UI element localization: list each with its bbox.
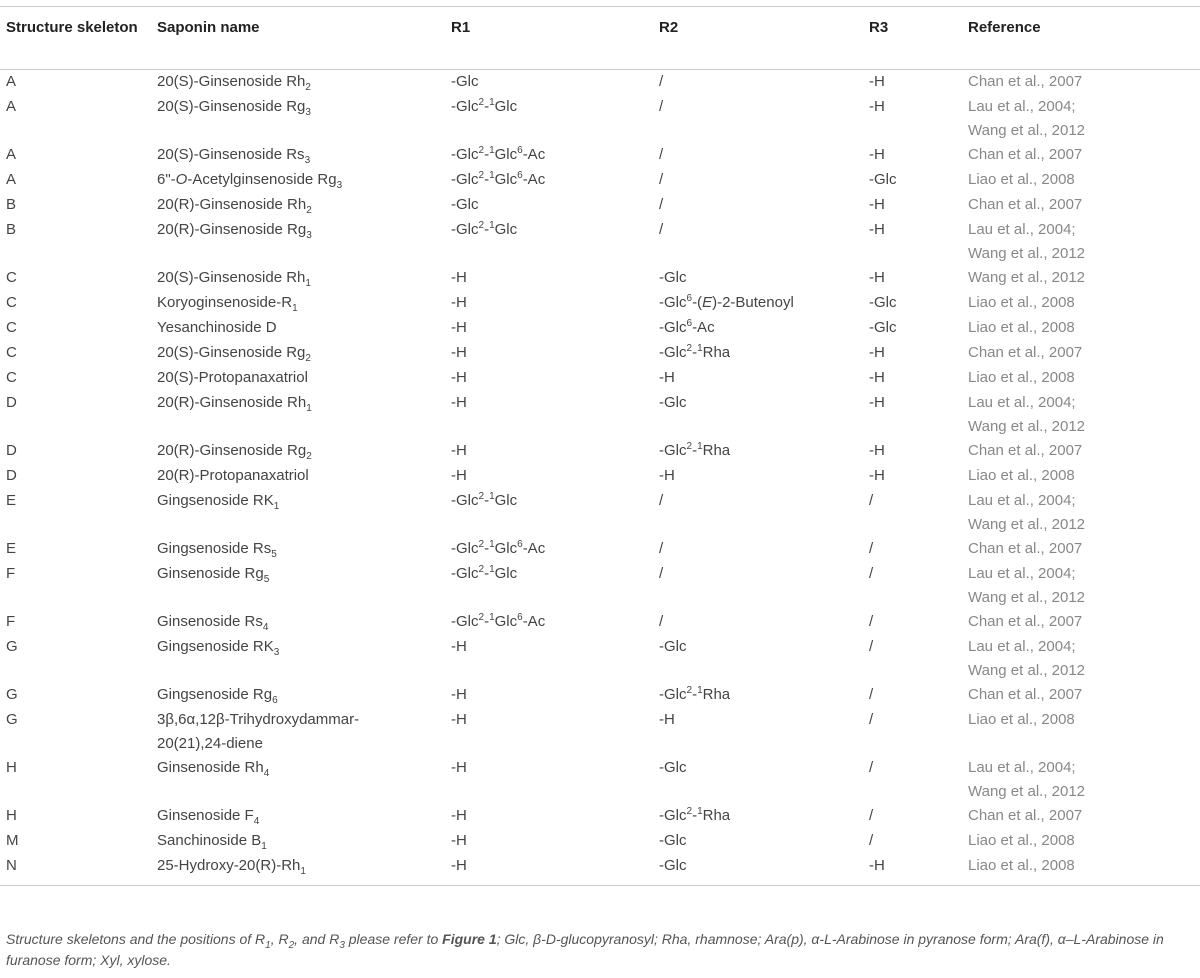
cell-saponin-name: 20(S)-Ginsenoside $Rs_3$ <box>157 146 311 166</box>
header-saponin-name: Saponin name <box>151 7 445 70</box>
cell-reference: Lau et al., 2004; Wang et al., 2012 <box>968 98 1086 139</box>
cell-r2: / <box>659 221 664 238</box>
cell-structure-skeleton: G <box>6 711 18 728</box>
cell-reference: Liao et al., 2008 <box>968 294 1075 311</box>
cell-saponin-name: Koryoginsenoside-$R_1$ <box>157 294 298 314</box>
cell-saponin-name: 20(R)-Ginsenoside $Rg_3$ <box>157 221 312 241</box>
cell-r3: -Glc <box>869 171 897 188</box>
cell-structure-skeleton: C <box>6 294 17 311</box>
cell-saponin-name: Gingsenoside $Rs_5$ <box>157 540 277 560</box>
cell-reference: Chan et al., 2007 <box>968 146 1083 163</box>
cell-structure-skeleton: D <box>6 467 17 484</box>
table-row <box>0 391 1200 439</box>
cell-structure-skeleton: D <box>6 442 17 459</box>
cell-structure-skeleton: A <box>6 73 17 90</box>
cell-r1: -H <box>445 854 653 886</box>
table-footnote: Structure skeletons and the positions of $R_1$, $R_2$, and $R_3$ please refer to Figure 1; Glc, β-D-glucopyranosyl; Rha, rhamnose; Ara(p), α-L-Arabinose in pyranose form; Ara(f), α–L-Arabinose in furanose form; Xyl, xylose. <box>6 931 1164 968</box>
cell-r1: -Glc$^2$-$^1$Glc$^6$-Ac <box>451 539 546 557</box>
cell-r3: -H <box>869 467 885 484</box>
cell-r3: / <box>869 492 874 509</box>
cell-reference: Liao et al., 2008 <box>968 369 1075 386</box>
cell-saponin-name: 20(R)-Ginsenoside $Rh_2$ <box>157 196 312 216</box>
cell-r2: / <box>659 98 664 115</box>
cell-r2: -Glc$^6$-(E)-2-Butenoyl <box>659 293 794 311</box>
cell-r3: -H <box>869 394 885 411</box>
cell-reference: Lau et al., 2004; Wang et al., 2012 <box>968 759 1086 800</box>
cell-r3: -H <box>869 269 885 286</box>
table-row <box>0 537 1200 562</box>
cell-r2: / <box>659 196 664 213</box>
cell-r3: -H <box>869 146 885 163</box>
cell-structure-skeleton: A <box>6 98 17 115</box>
table-row <box>0 756 1200 804</box>
cell-reference: Liao et al., 2008 <box>968 467 1075 484</box>
cell-saponin-name: 20(S)-Protopanaxatriol <box>157 369 308 386</box>
table-row <box>0 168 1200 193</box>
table-row <box>0 266 1200 291</box>
table-row <box>0 683 1200 708</box>
cell-structure-skeleton: D <box>6 394 17 411</box>
cell-r1: -Glc$^2$-$^1$Glc <box>451 491 518 509</box>
cell-r2: -Glc$^2$-$^1$Rha <box>659 806 731 824</box>
cell-r1: -H <box>451 686 467 703</box>
cell-r1: -Glc <box>451 73 479 90</box>
cell-saponin-name: 20(R)-Ginsenoside $Rg_2$ <box>157 442 312 462</box>
cell-reference: Lau et al., 2004; Wang et al., 2012 <box>968 492 1086 533</box>
cell-reference: Liao et al., 2008 <box>968 832 1075 849</box>
cell-saponin-name: 3β,6α,12β-Trihydroxydammar- 20(21),24-diene <box>157 711 360 752</box>
cell-r3: -H <box>869 369 885 386</box>
cell-r3: / <box>869 565 874 582</box>
cell-r1: -Glc$^2$-$^1$Glc <box>451 97 518 115</box>
cell-reference: Liao et al., 2008 <box>968 319 1075 336</box>
cell-reference: Chan et al., 2007 <box>968 686 1083 703</box>
cell-structure-skeleton: F <box>6 613 16 630</box>
cell-r2: -Glc$^6$-Ac <box>659 318 715 336</box>
cell-structure-skeleton: C <box>6 369 17 386</box>
cell-r3: / <box>869 807 874 824</box>
cell-r1: -Glc <box>451 196 479 213</box>
cell-r2: / <box>659 565 664 582</box>
cell-reference: Chan et al., 2007 <box>968 73 1083 90</box>
cell-r2: / <box>659 73 664 90</box>
header-r3: R3 <box>863 7 962 70</box>
cell-r1: -Glc$^2$-$^1$Glc <box>451 220 518 238</box>
table-row <box>0 70 1200 96</box>
cell-structure-skeleton: C <box>6 319 17 336</box>
table-row <box>0 562 1200 610</box>
cell-r3: -H <box>869 344 885 361</box>
cell-r1: -H <box>451 294 467 311</box>
cell-r2: / <box>659 492 664 509</box>
table-body <box>0 70 1200 886</box>
cell-r3: / <box>869 540 874 557</box>
cell-structure-skeleton: A <box>6 146 17 163</box>
cell-r1: -H <box>451 369 467 386</box>
table-row <box>0 489 1200 537</box>
cell-r1: -H <box>451 467 467 484</box>
cell-r2: -Glc <box>659 759 687 776</box>
cell-reference: Lau et al., 2004; Wang et al., 2012 <box>968 638 1086 679</box>
cell-saponin-name: Gingsenoside $RK_1$ <box>157 492 280 512</box>
cell-reference: Liao et al., 2008 <box>962 854 1200 886</box>
cell-r2: -Glc$^2$-$^1$Rha <box>659 685 731 703</box>
cell-r2: -Glc <box>653 854 863 886</box>
cell-r2: -H <box>659 711 675 728</box>
table-row <box>0 854 1200 886</box>
cell-structure-skeleton: E <box>6 492 17 509</box>
table-row <box>0 804 1200 829</box>
cell-saponin-name: Gingsenoside $Rg_6$ <box>157 686 278 706</box>
cell-saponin-name: Ginsenoside $Rs_4$ <box>157 613 269 633</box>
table-row <box>0 291 1200 316</box>
table-row <box>0 218 1200 266</box>
cell-r1: -H <box>451 442 467 459</box>
cell-r2: -Glc <box>659 832 687 849</box>
cell-r2: / <box>659 613 664 630</box>
header-structure-skeleton: Structure skeleton <box>0 7 151 70</box>
cell-saponin-name: 6"-O-Acetylginsenoside $Rg_3$ <box>157 171 343 191</box>
cell-r2: -H <box>659 467 675 484</box>
cell-reference: Wang et al., 2012 <box>968 269 1086 286</box>
cell-saponin-name: Yesanchinoside D <box>157 319 277 336</box>
cell-r3: / <box>869 686 874 703</box>
cell-r1: -Glc$^2$-$^1$Glc <box>451 564 518 582</box>
cell-r1: -H <box>451 319 467 336</box>
cell-r3: -Glc <box>869 294 897 311</box>
cell-r3: -Glc <box>869 319 897 336</box>
cell-reference: Lau et al., 2004; Wang et al., 2012 <box>968 565 1086 606</box>
cell-r1: -Glc$^2$-$^1$Glc$^6$-Ac <box>451 170 546 188</box>
cell-structure-skeleton: G <box>6 638 18 655</box>
cell-saponin-name: Ginsenoside $Rg_5$ <box>157 565 270 585</box>
cell-r3: -H <box>869 442 885 459</box>
cell-r1: -Glc$^2$-$^1$Glc$^6$-Ac <box>451 145 546 163</box>
cell-structure-skeleton: G <box>6 686 18 703</box>
cell-saponin-name: $25-Hydroxy-20(R)-Rh_1$ <box>151 854 445 886</box>
cell-saponin-name: Gingsenoside $RK_3$ <box>157 638 280 658</box>
cell-reference: Chan et al., 2007 <box>968 442 1083 459</box>
cell-r1: -Glc$^2$-$^1$Glc$^6$-Ac <box>451 612 546 630</box>
cell-r3: / <box>869 638 874 655</box>
cell-r1: -H <box>451 807 467 824</box>
cell-r3: -H <box>869 98 885 115</box>
table-row <box>0 829 1200 854</box>
cell-structure-skeleton: C <box>6 344 17 361</box>
cell-saponin-name: 20(S)-Ginsenoside $Rg_2$ <box>157 344 311 364</box>
cell-r2: -Glc$^2$-$^1$Rha <box>659 441 731 459</box>
cell-r1: -H <box>451 394 467 411</box>
table-row <box>0 610 1200 635</box>
table-row <box>0 439 1200 464</box>
cell-structure-skeleton: B <box>6 221 17 238</box>
cell-structure-skeleton: H <box>6 759 17 776</box>
table-row <box>0 464 1200 489</box>
cell-saponin-name: Ginsenoside $F_4$ <box>157 807 260 827</box>
cell-saponin-name: 20(S)-Ginsenoside $Rg_3$ <box>157 98 311 118</box>
cell-r1: -H <box>451 638 467 655</box>
cell-structure-skeleton: N <box>0 854 151 886</box>
cell-reference: Liao et al., 2008 <box>968 171 1075 188</box>
table-row <box>0 143 1200 168</box>
saponin-table <box>0 6 1200 886</box>
cell-saponin-name: 20(R)-Ginsenoside $Rh_1$ <box>157 394 312 414</box>
cell-r3: -H <box>863 854 962 886</box>
cell-r2: -H <box>659 369 675 386</box>
cell-r1: -H <box>451 269 467 286</box>
cell-reference: Lau et al., 2004; Wang et al., 2012 <box>968 394 1086 435</box>
table-row <box>0 341 1200 366</box>
cell-reference: Chan et al., 2007 <box>968 807 1083 824</box>
cell-reference: Chan et al., 2007 <box>968 540 1083 557</box>
cell-saponin-name: 20(S)-Ginsenoside $Rh_2$ <box>157 73 311 93</box>
cell-r3: -H <box>869 196 885 213</box>
cell-saponin-name: Sanchinoside $B_1$ <box>157 832 267 852</box>
cell-r1: -H <box>451 344 467 361</box>
cell-r2: -Glc <box>659 638 687 655</box>
cell-reference: Chan et al., 2007 <box>968 613 1083 630</box>
cell-r2: -Glc <box>659 394 687 411</box>
table-row <box>0 708 1200 756</box>
cell-structure-skeleton: H <box>6 807 17 824</box>
cell-r1: -H <box>451 832 467 849</box>
cell-saponin-name: 20(R)-Protopanaxatriol <box>157 467 309 484</box>
table-row <box>0 366 1200 391</box>
header-reference: Reference <box>962 7 1200 70</box>
table-row <box>0 316 1200 341</box>
header-r1: R1 <box>445 7 653 70</box>
cell-structure-skeleton: C <box>6 269 17 286</box>
table-row <box>0 635 1200 683</box>
cell-r1: -H <box>451 759 467 776</box>
cell-r1: -H <box>451 711 467 728</box>
cell-reference: Lau et al., 2004; Wang et al., 2012 <box>968 221 1086 262</box>
cell-r3: -H <box>869 73 885 90</box>
cell-r3: / <box>869 832 874 849</box>
header-r2: R2 <box>653 7 863 70</box>
cell-r3: / <box>869 613 874 630</box>
cell-r3: / <box>869 759 874 776</box>
cell-structure-skeleton: F <box>6 565 16 582</box>
cell-reference: Liao et al., 2008 <box>968 711 1075 728</box>
cell-structure-skeleton: B <box>6 196 17 213</box>
cell-r2: -Glc <box>659 269 687 286</box>
cell-structure-skeleton: E <box>6 540 17 557</box>
cell-structure-skeleton: M <box>6 832 19 849</box>
cell-structure-skeleton: A <box>6 171 17 188</box>
cell-reference: Chan et al., 2007 <box>968 344 1083 361</box>
cell-r2: / <box>659 146 664 163</box>
cell-r3: / <box>869 711 874 728</box>
table-row <box>0 95 1200 143</box>
table-row <box>0 193 1200 218</box>
cell-reference: Chan et al., 2007 <box>968 196 1083 213</box>
cell-saponin-name: 20(S)-Ginsenoside $Rh_1$ <box>157 269 311 289</box>
cell-r2: -Glc$^2$-$^1$Rha <box>659 343 731 361</box>
header-row <box>0 7 1200 70</box>
cell-r3: -H <box>869 221 885 238</box>
cell-r2: / <box>659 540 664 557</box>
cell-r2: / <box>659 171 664 188</box>
cell-saponin-name: Ginsenoside $Rh_4$ <box>157 759 270 779</box>
